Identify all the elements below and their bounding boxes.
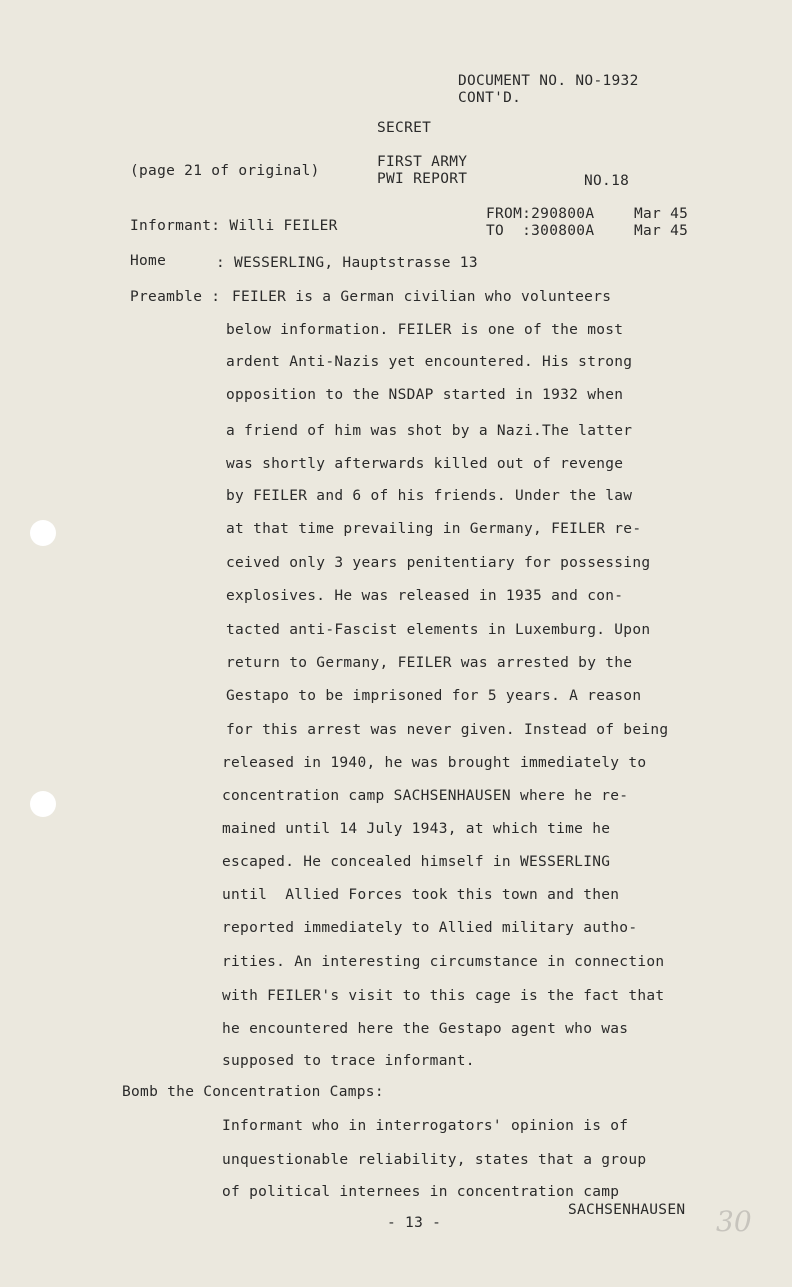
preamble-line: released in 1940, he was brought immediately to	[222, 755, 647, 771]
original-page-reference: (page 21 of original)	[130, 163, 320, 179]
period-to-date: Mar 45	[634, 223, 689, 239]
preamble-label: Preamble :	[130, 289, 221, 305]
punch-hole	[30, 791, 56, 817]
section-line: of political internees in concentration camp	[222, 1184, 620, 1200]
section-line: unquestionable reliability, states that a group	[222, 1152, 647, 1168]
continued-label: CONT'D.	[458, 90, 522, 106]
preamble-line: FEILER is a German civilian who volunteers	[232, 289, 612, 305]
preamble-line: explosives. He was released in 1935 and con-	[226, 588, 624, 604]
period-from: FROM:290800A	[486, 206, 595, 222]
unit-name: FIRST ARMY	[377, 154, 468, 170]
preamble-line: return to Germany, FEILER was arrested by the	[226, 655, 633, 671]
page-number: - 13 -	[387, 1215, 442, 1231]
document-number: DOCUMENT NO. NO-1932	[458, 73, 639, 89]
period-to: TO :300800A	[486, 223, 595, 239]
preamble-line: rities. An interesting circumstance in connection	[222, 954, 665, 970]
informant-name: Informant: Willi FEILER	[130, 218, 338, 234]
preamble-line: concentration camp SACHSENHAUSEN where he re-	[222, 788, 629, 804]
preamble-line: supposed to trace informant.	[222, 1053, 475, 1069]
preamble-line: escaped. He concealed himself in WESSERLING	[222, 854, 611, 870]
preamble-line: by FEILER and 6 of his friends. Under the law	[226, 488, 633, 504]
pencil-annotation: 30	[716, 1205, 752, 1238]
preamble-line: at that time prevailing in Germany, FEILER re-	[226, 521, 642, 537]
home-address: : WESSERLING, Hauptstrasse 13	[216, 255, 478, 271]
catchword: SACHSENHAUSEN	[568, 1202, 686, 1218]
report-number: NO.18	[584, 173, 630, 189]
section-line: Informant who in interrogators' opinion is of	[222, 1118, 629, 1134]
preamble-line: tacted anti-Fascist elements in Luxemburg. Upon	[226, 622, 651, 638]
preamble-line: until Allied Forces took this town and then	[222, 887, 620, 903]
preamble-line: reported immediately to Allied military autho-	[222, 920, 638, 936]
preamble-line: a friend of him was shot by a Nazi.The latter	[226, 423, 633, 439]
preamble-line: below information. FEILER is one of the most	[226, 322, 624, 338]
report-type: PWI REPORT	[377, 171, 468, 187]
section-heading: Bomb the Concentration Camps:	[122, 1084, 384, 1100]
preamble-line: was shortly afterwards killed out of revenge	[226, 456, 624, 472]
preamble-line: Gestapo to be imprisoned for 5 years. A reason	[226, 688, 642, 704]
preamble-line: for this arrest was never given. Instead of being	[226, 722, 669, 738]
preamble-line: he encountered here the Gestapo agent who was	[222, 1021, 629, 1037]
preamble-line: opposition to the NSDAP started in 1932 when	[226, 387, 624, 403]
classification-label: SECRET	[377, 120, 432, 136]
preamble-line: mained until 14 July 1943, at which time he	[222, 821, 611, 837]
home-label: Home	[130, 253, 167, 269]
preamble-line: ceived only 3 years penitentiary for possessing	[226, 555, 651, 571]
preamble-line: ardent Anti-Nazis yet encountered. His strong	[226, 354, 633, 370]
preamble-line: with FEILER's visit to this cage is the fact that	[222, 988, 665, 1004]
punch-hole	[30, 520, 56, 546]
period-from-date: Mar 45	[634, 206, 689, 222]
